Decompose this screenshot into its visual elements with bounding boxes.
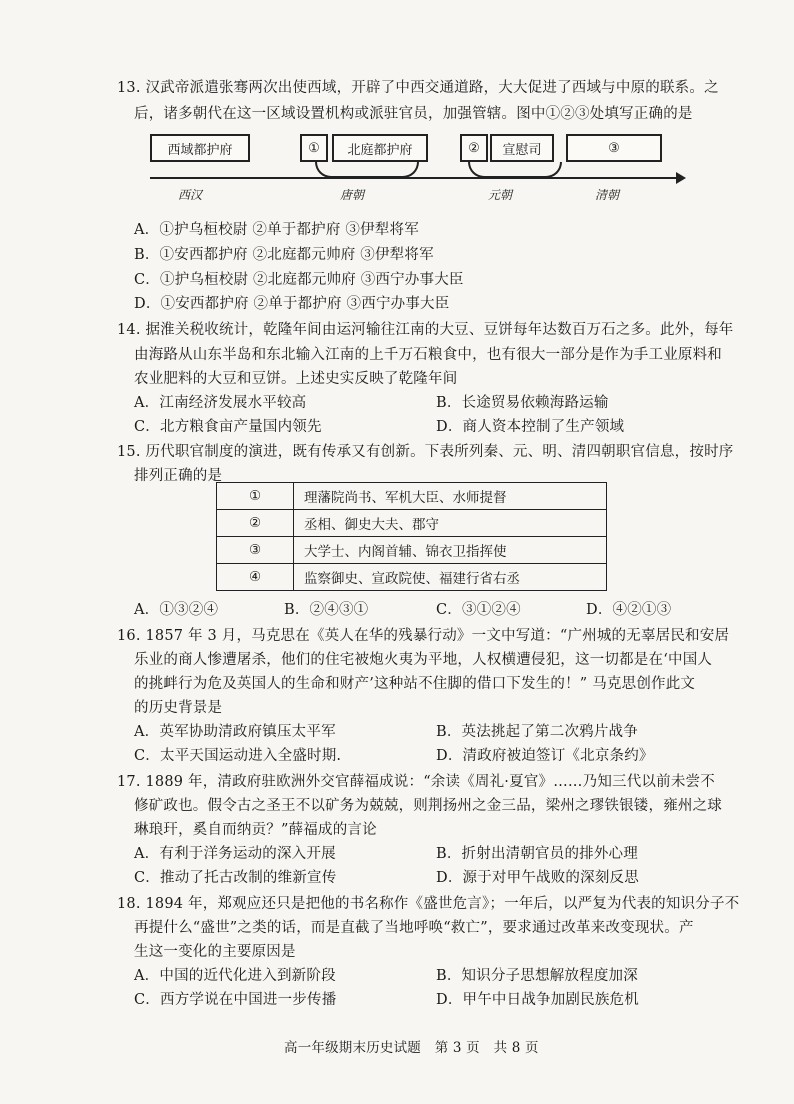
row-officials: 监察御史、宣政院使、福建行省右丞 xyxy=(294,564,607,591)
q17-stem-2: 修矿政也。假令古之圣王不以矿务为兢兢，则荆扬州之金三品，梁州之璆铁银镂，雍州之球 xyxy=(134,798,722,814)
row-number: ④ xyxy=(217,564,294,591)
timeline-marker-2: ② xyxy=(460,134,488,162)
q17-option-b: B．折射出清朝官员的排外心理 xyxy=(436,846,638,862)
q13-timeline xyxy=(150,128,690,208)
q17-option-d: D．源于对甲午战败的深刻反思 xyxy=(436,870,639,886)
q14-stem-2: 由海路从山东半岛和东北输入江南的上千万石粮食中，也有很大一部分是作为手工业原料和 xyxy=(134,347,722,363)
q14-stem-3: 农业肥料的大豆和豆饼。上述史实反映了乾隆年间 xyxy=(134,371,458,387)
table-row xyxy=(217,510,607,537)
q13-option-d: D．①安西都护府 ②单于都护府 ③西宁办事大臣 xyxy=(134,296,450,312)
timeline-box-beiting: 北庭都护府 xyxy=(332,134,428,162)
row-number: ③ xyxy=(217,537,294,564)
q15-number: 15. xyxy=(117,444,141,460)
timeline-marker-3: ③ xyxy=(566,134,662,162)
q18-stem-1: 1894 年，郑观应还只是把他的书名称作《盛世危言》；一年后，以严复为代表的知识分子不 xyxy=(145,896,740,912)
era-qing: 清朝 xyxy=(595,188,620,202)
q15-option-a: A．①③②④ xyxy=(134,602,219,618)
q14-line1 xyxy=(117,318,733,339)
q15-option-b: B．②④③① xyxy=(284,602,369,618)
row-officials: 理藩院尚书、军机大臣、水师提督 xyxy=(294,483,607,510)
q18-option-b: B．知识分子思想解放程度加深 xyxy=(436,968,638,984)
q15-option-d: D．④②①③ xyxy=(586,602,672,618)
row-number: ② xyxy=(217,510,294,537)
q17-option-c: C．推动了托古改制的维新宣传 xyxy=(134,870,337,886)
q13-number: 13. xyxy=(117,80,141,96)
q13-stem-2: 后，诸多朝代在这一区域设置机构或派驻官员，加强管辖。图中①②③处填写正确的是 xyxy=(134,106,693,122)
q14-option-d: D．商人资本控制了生产领域 xyxy=(436,419,625,435)
q16-option-a: A．英军协助清政府镇压太平军 xyxy=(134,724,336,740)
row-number: ① xyxy=(217,483,294,510)
timeline-marker-1: ① xyxy=(300,134,328,162)
q13-stem-1: 汉武帝派遣张骞两次出使西域，开辟了中西交通道路，大大促进了西域与中原的联系。之 xyxy=(145,80,719,96)
q16-line1 xyxy=(117,624,729,645)
era-xihan: 西汉 xyxy=(178,188,203,202)
q14-option-c: C．北方粮食亩产量国内领先 xyxy=(134,419,322,435)
q18-option-c: C．西方学说在中国进一步传播 xyxy=(134,992,337,1008)
q13-line1 xyxy=(117,76,719,97)
era-tang: 唐朝 xyxy=(340,188,365,202)
q18-stem-3: 生这一变化的主要原因是 xyxy=(134,944,296,960)
q14-option-a: A．江南经济发展水平较高 xyxy=(134,395,307,411)
row-officials: 丞相、御史大夫、郡守 xyxy=(294,510,607,537)
q16-stem-4: 的历史背景是 xyxy=(134,700,223,716)
timeline-box-xuanwei: 宣慰司 xyxy=(490,134,554,162)
q16-option-d: D．清政府被迫签订《北京条约》 xyxy=(436,748,654,764)
q17-stem-1: 1889 年，清政府驻欧洲外交官薛福成说：“余读《周礼·夏官》……乃知三代以前未尝不 xyxy=(145,774,715,790)
q16-option-c: C．太平天国运动进入全盛时期. xyxy=(134,748,342,764)
q14-number: 14. xyxy=(117,322,141,338)
table-row xyxy=(217,564,607,591)
row-officials: 大学士、内阁首辅、锦衣卫指挥使 xyxy=(294,537,607,564)
q15-option-c: C．③①②④ xyxy=(436,602,521,618)
q17-number: 17. xyxy=(117,774,141,790)
q18-stem-2: 再提什么“盛世”之类的话，而是直截了当地呼唤“救亡”，要求通过改革来改变现状。产 xyxy=(134,920,694,936)
q13-option-a: A．①护乌桓校尉 ②单于都护府 ③伊犁将军 xyxy=(134,222,419,238)
page-footer: 高一年级期末历史试题 第 3 页 共 8 页 xyxy=(284,1040,539,1056)
timeline-bracket-tang xyxy=(315,162,419,178)
q17-line1 xyxy=(117,770,715,791)
q15-stem-2: 排列正确的是 xyxy=(134,468,223,484)
q15-stem-1: 历代职官制度的演进，既有传承又有创新。下表所列秦、元、明、清四朝职官信息，按时序 xyxy=(145,444,734,460)
q15-line1 xyxy=(117,440,733,461)
q16-stem-1: 1857 年 3 月，马克思在《英人在华的残暴行动》一文中写道：“广州城的无辜居民和安居 xyxy=(145,628,730,644)
q13-option-b: B．①安西都护府 ②北庭都元帅府 ③伊犁将军 xyxy=(134,247,434,263)
timeline-box-xiyu: 西域都护府 xyxy=(150,134,250,162)
timeline-arrow-icon xyxy=(676,172,686,184)
era-yuan: 元朝 xyxy=(488,188,513,202)
timeline-axis xyxy=(150,177,680,179)
q16-stem-3: 的挑衅行为危及英国人的生命和财产’这种站不住脚的借口下发生的！” 马克思创作此文 xyxy=(134,676,696,692)
timeline-bracket-yuan xyxy=(468,162,562,178)
q17-option-a: A．有利于洋务运动的深入开展 xyxy=(134,846,336,862)
q18-option-a: A．中国的近代化进入到新阶段 xyxy=(134,968,336,984)
q18-line1 xyxy=(117,892,739,913)
q14-option-b: B．长途贸易依赖海路运输 xyxy=(436,395,609,411)
q16-number: 16. xyxy=(117,628,141,644)
q14-stem-1: 据淮关税收统计，乾隆年间由运河输往江南的大豆、豆饼每年达数百万石之多。此外，每年 xyxy=(145,322,734,338)
q18-number: 18. xyxy=(117,896,141,912)
q18-option-d: D．甲午中日战争加剧民族危机 xyxy=(436,992,639,1008)
q13-option-c: C．①护乌桓校尉 ②北庭都元帅府 ③西宁办事大臣 xyxy=(134,272,464,288)
q15-table xyxy=(216,482,607,591)
q17-stem-3: 琳琅玕，奚自而纳贡？”薛福成的言论 xyxy=(134,822,377,838)
q16-stem-2: 乐业的商人惨遭屠杀，他们的住宅被炮火夷为平地，人权横遭侵犯，这一切都是在‘中国人 xyxy=(134,652,713,668)
table-row xyxy=(217,483,607,510)
table-row xyxy=(217,537,607,564)
q16-option-b: B．英法挑起了第二次鸦片战争 xyxy=(436,724,638,740)
